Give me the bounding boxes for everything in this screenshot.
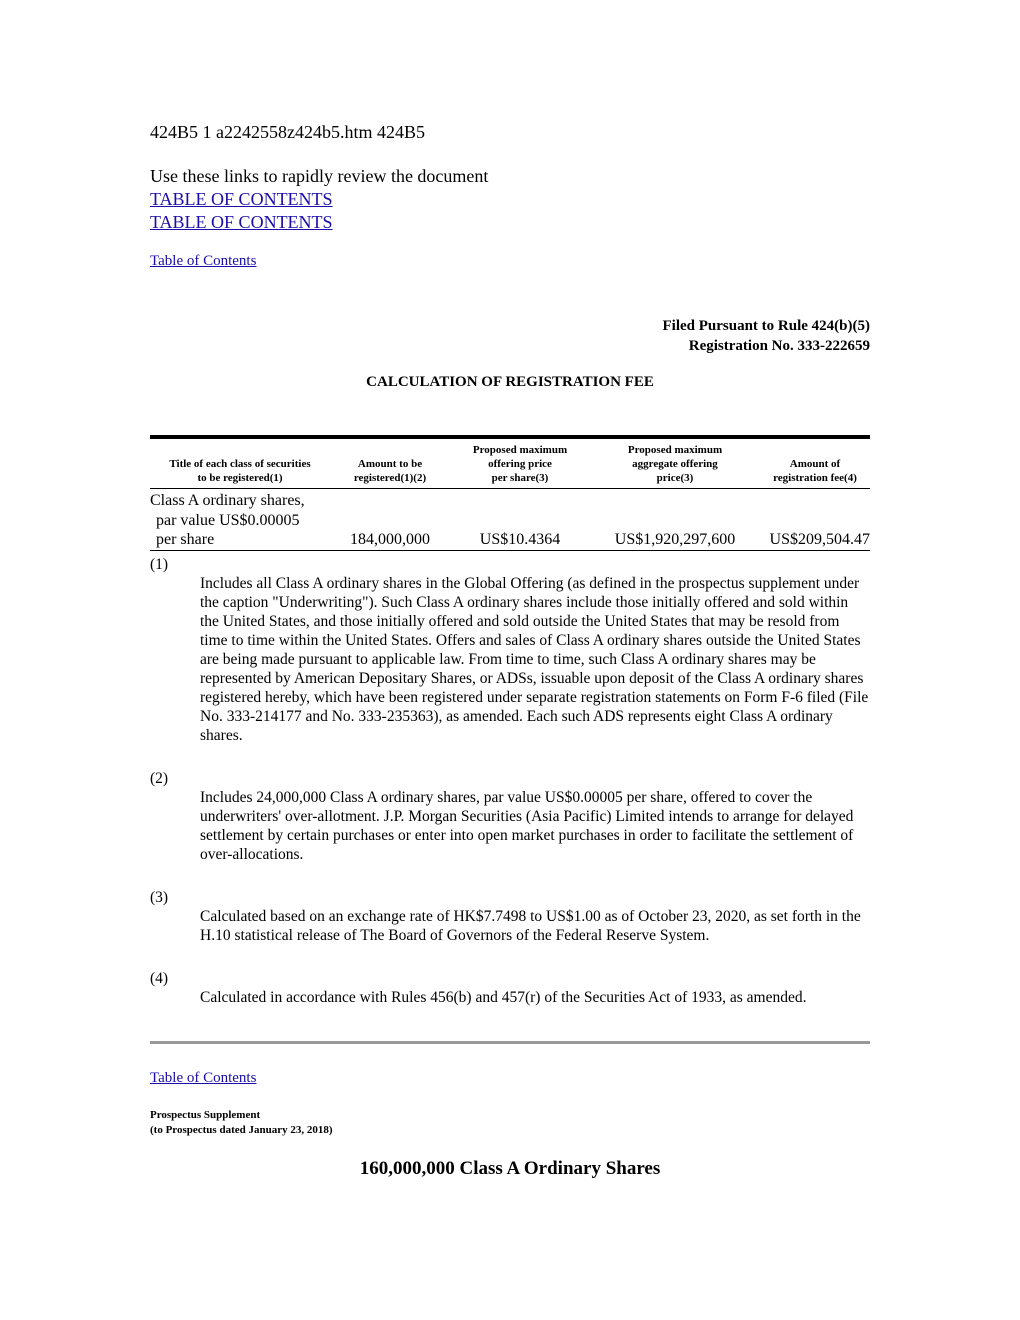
footnote-number: (1) <box>150 556 169 573</box>
offering-title: 160,000,000 Class A Ordinary Shares <box>359 1158 661 1179</box>
table-of-contents-link[interactable]: Table of Contents <box>150 253 257 269</box>
cell-amount: 184,000,000 <box>330 489 450 551</box>
review-links-block <box>150 165 488 234</box>
footnote-text: Includes 24,000,000 Class A ordinary shares, par value US$0.00005 per share, offered to cover the underwriters' over-allotment. J.P. Morgan Securities (Asia Pacific) Limited intends to arrange for delayed settlement by certain purchases or enter into open market purchases in order to facilitate the settlement of over-allocations. <box>200 789 854 863</box>
footnote-number: (2) <box>150 770 169 787</box>
supplement-label: Prospectus Supplement <box>150 1109 261 1121</box>
table-header-row <box>150 439 870 489</box>
table-of-contents-link[interactable]: Table of Contents <box>150 1070 257 1086</box>
prospectus-supplement-label <box>150 1108 333 1138</box>
header-aggregate-price: Proposed maximum aggregate offering price(3) <box>590 439 760 489</box>
footnote <box>150 555 870 745</box>
filing-rule: Filed Pursuant to Rule 424(b)(5) <box>662 318 870 334</box>
header-amount-registered: Amount to be registered(1)(2) <box>330 439 450 489</box>
section-divider <box>150 1041 870 1044</box>
cell-aggregate-price: US$1,920,297,600 <box>590 489 760 551</box>
table-row <box>150 489 870 551</box>
footnote <box>150 769 870 864</box>
toc-link-top-2[interactable]: TABLE OF CONTENTS <box>150 212 333 232</box>
filing-info <box>663 316 871 356</box>
review-instruction: Use these links to rapidly review the document <box>150 166 489 186</box>
supplement-dated: (to Prospectus dated January 23, 2018) <box>150 1124 333 1136</box>
footnote-number: (3) <box>150 889 169 906</box>
cell-registration-fee: US$209,504.47 <box>760 489 870 551</box>
registration-number: Registration No. 333-222659 <box>688 338 870 354</box>
header-offering-price: Proposed maximum offering price per share(3) <box>450 439 590 489</box>
registration-fee-table <box>150 435 870 551</box>
header-title-of-class: Title of each class of securities to be registered(1) <box>150 439 330 489</box>
footnotes <box>150 555 870 1007</box>
toc-link-top-1[interactable]: TABLE OF CONTENTS <box>150 189 333 209</box>
footnote-text: Calculated in accordance with Rules 456(b) and 457(r) of the Securities Act of 1933, as amended. <box>200 989 807 1006</box>
header-registration-fee: Amount of registration fee(4) <box>760 439 870 489</box>
cell-price-per-share: US$10.4364 <box>450 489 590 551</box>
footnote-text: Calculated based on an exchange rate of HK$7.7498 to US$1.00 as of October 23, 2020, as set forth in the H.10 statistical release of The Board of Governors of the Federal Reserve System. <box>200 908 861 944</box>
document-filename: 424B5 1 a2242558z424b5.htm 424B5 <box>150 122 425 142</box>
fee-table-title: CALCULATION OF REGISTRATION FEE <box>366 374 654 390</box>
footnote-number: (4) <box>150 970 169 987</box>
cell-security-title: Class A ordinary shares, par value US$0.00005 per share <box>150 489 330 551</box>
footnote <box>150 888 870 945</box>
footnote <box>150 969 870 1007</box>
footnote-text: Includes all Class A ordinary shares in the Global Offering (as defined in the prospectus supplement under the caption "Underwriting"). Such Class A ordinary shares include those initially offered and sold within the United States, and those initially offered and sold outside the United States that may be resold from time to time within the United States. Offers and sales of Class A ordinary shares outside the United States are being made pursuant to applicable law. From time to time, such Class A ordinary shares may be represented by American Depositary Shares, or ADSs, issuable upon deposit of the Class A ordinary shares registered hereby, which have been registered under separate registration statements on Form F-6 filed (File No. 333-214177 and No. 333-235363), as amended. Each such ADS represents eight Class A ordinary shares. <box>200 575 869 744</box>
